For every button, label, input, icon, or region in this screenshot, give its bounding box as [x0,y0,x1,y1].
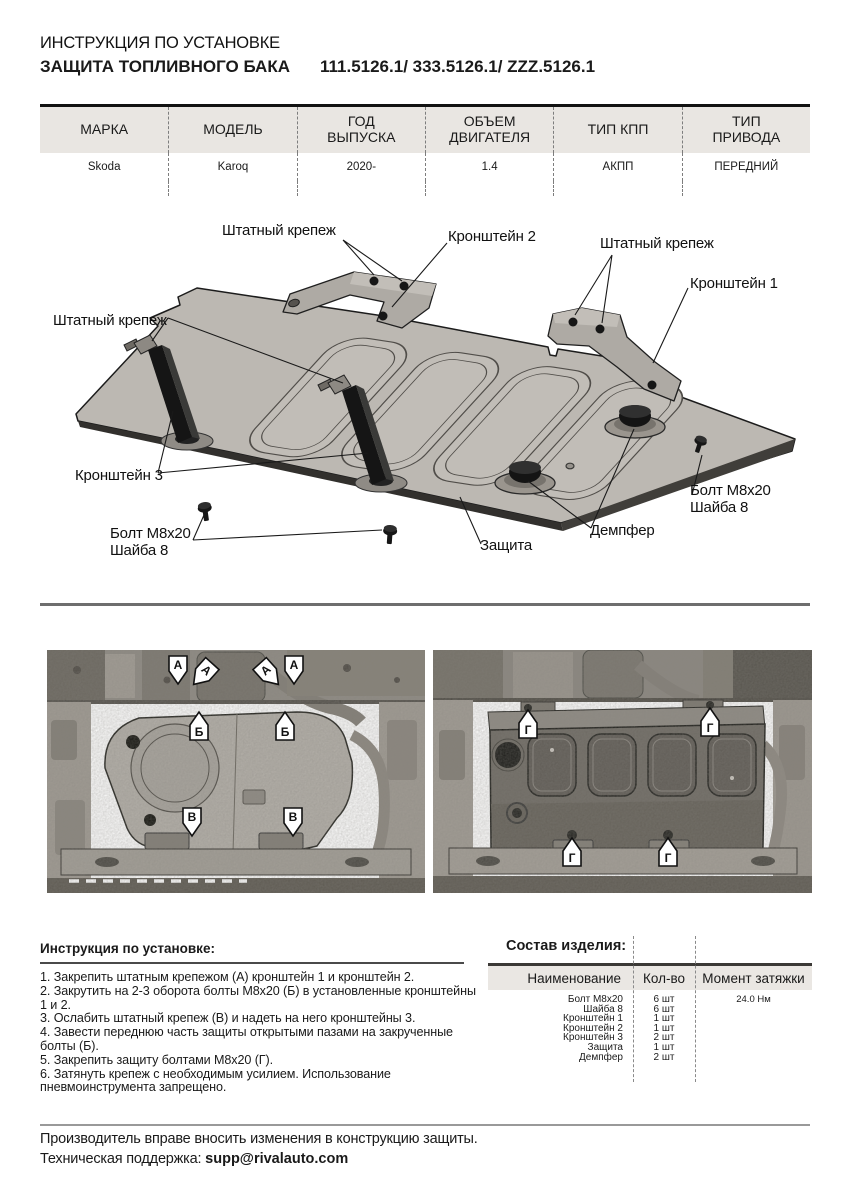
support-label: Техническая поддержка: [40,1151,202,1167]
divider [40,962,464,964]
label-bolt-washer-left: Болт М8х20 Шайба 8 [110,525,191,559]
parts-rows [488,995,812,1062]
doc-title-row [40,57,595,77]
svg-text:А: А [198,662,215,679]
parts-header-torque: Момент затяжки [702,970,805,986]
parts-header-qty: Кол-во [643,970,685,986]
install-diagram [40,215,810,605]
vehicle-table [40,104,810,196]
svg-text:Г: Г [706,721,714,735]
vehicle-table-tail [40,181,810,196]
vehicle-header-model: МОДЕЛЬ [168,107,296,153]
vehicle-table-data-row [40,153,810,181]
svg-text:А: А [257,662,274,679]
instruction-step: 3. Ослабить штатный крепеж (В) и надеть на него кронштейны 3. [40,1011,416,1026]
label-damper: Демпфер [590,522,655,539]
bolt-icon [382,525,397,545]
parts-title: Состав изделия: [506,938,627,954]
vehicle-table-header-row [40,107,810,153]
instruction-step: 1. Закрепить штатным крепежом (А) кронштейн 1 и кронштейн 2. [40,970,415,984]
photo-underbody-before [47,650,425,893]
parts-table [488,936,812,1082]
svg-text:В: В [187,810,197,824]
vehicle-header-brand: МАРКА [80,121,129,138]
doc-part-codes: 111.5126.1/ 333.5126.1/ ZZZ.5126.1 [319,57,596,76]
divider [695,936,696,1082]
svg-text:Б: Б [280,725,290,739]
parts-row: Болт М8х20 6 шт 24.0 Нм [488,995,812,1005]
vehicle-year: 2020- [297,153,425,181]
parts-row: Защита 1 шт [587,1041,675,1053]
parts-row: Кронштейн 2 1 шт [563,1022,675,1034]
parts-row: Кронштейн 1 1 шт [563,1013,675,1025]
footer-support [40,1151,348,1167]
vehicle-gearbox: АКПП [553,153,681,181]
doc-title: ЗАЩИТА ТОПЛИВНОГО БАКА [40,57,290,76]
divider [40,603,810,606]
instructions-title: Инструкция по установке: [40,941,215,956]
instruction-step: 5. Закрепить защиту болтами М8х20 (Г). [40,1052,274,1067]
svg-text:А: А [173,658,183,672]
divider [40,1124,810,1126]
install-instructions [40,941,476,1095]
parts-header-name: Наименование [527,970,621,986]
vehicle-header-drive: ТИП ПРИВОДА [682,107,810,153]
torque-value: 24.0 Нм [736,994,771,1005]
label-bolt-washer-right: Болт М8х20 Шайба 8 [690,482,771,516]
support-email: supp@rivalauto.com [205,1151,349,1167]
parts-row: Шайба 8 6 шт [583,1003,675,1015]
divider [633,936,634,1082]
svg-text:Г: Г [568,851,576,865]
svg-text:Б: Б [194,725,204,739]
vehicle-brand: Skoda [87,161,121,173]
label-bracket-2: Кронштейн 2 [448,228,536,245]
label-standard-fastener-right: Штатный крепеж [600,235,714,252]
label-standard-fastener-left: Штатный крепеж [53,312,167,329]
doc-subtitle: ИНСТРУКЦИЯ ПО УСТАНОВКЕ [40,34,280,52]
instruction-step: 2. Закрутить на 2-3 оборота болты М8х20 (Б) в установленные кронштейны 1 и 2. [40,983,476,1012]
vehicle-drive: ПЕРЕДНИЙ [682,153,810,181]
svg-text:Г: Г [524,723,532,737]
label-standard-fastener-top: Штатный крепеж [222,222,336,239]
vehicle-model: Karoq [168,153,296,181]
label-bracket-3: Кронштейн 3 [75,467,163,484]
svg-text:А: А [289,658,299,672]
bolt-icon [197,501,214,522]
parts-row: Демпфер 2 шт [579,1051,675,1063]
vehicle-header-gearbox: ТИП КПП [553,107,681,153]
parts-header-row [488,966,812,990]
svg-text:Г: Г [664,851,672,865]
svg-text:В: В [288,810,298,824]
vehicle-engine: 1.4 [425,153,553,181]
vehicle-header-year: ГОД ВЫПУСКА [297,107,425,153]
photo-underbody-after [433,650,812,893]
label-protection: Защита [480,537,532,554]
footer-note: Производитель вправе вносить изменения в конструкцию защиты. [40,1131,478,1147]
instruction-step: 6. Затянуть крепеж с необходимым усилием. Использование пневмоинструмента запрещено. [40,1066,391,1095]
instruction-step: 4. Завести переднюю часть защиты открытыми пазами на закрученные болты (Б). [40,1025,453,1053]
vehicle-header-engine: ОБЪЕМ ДВИГАТЕЛЯ [425,107,553,153]
label-bracket-1: Кронштейн 1 [690,275,778,292]
parts-row: Кронштейн 3 2 шт [563,1032,675,1044]
